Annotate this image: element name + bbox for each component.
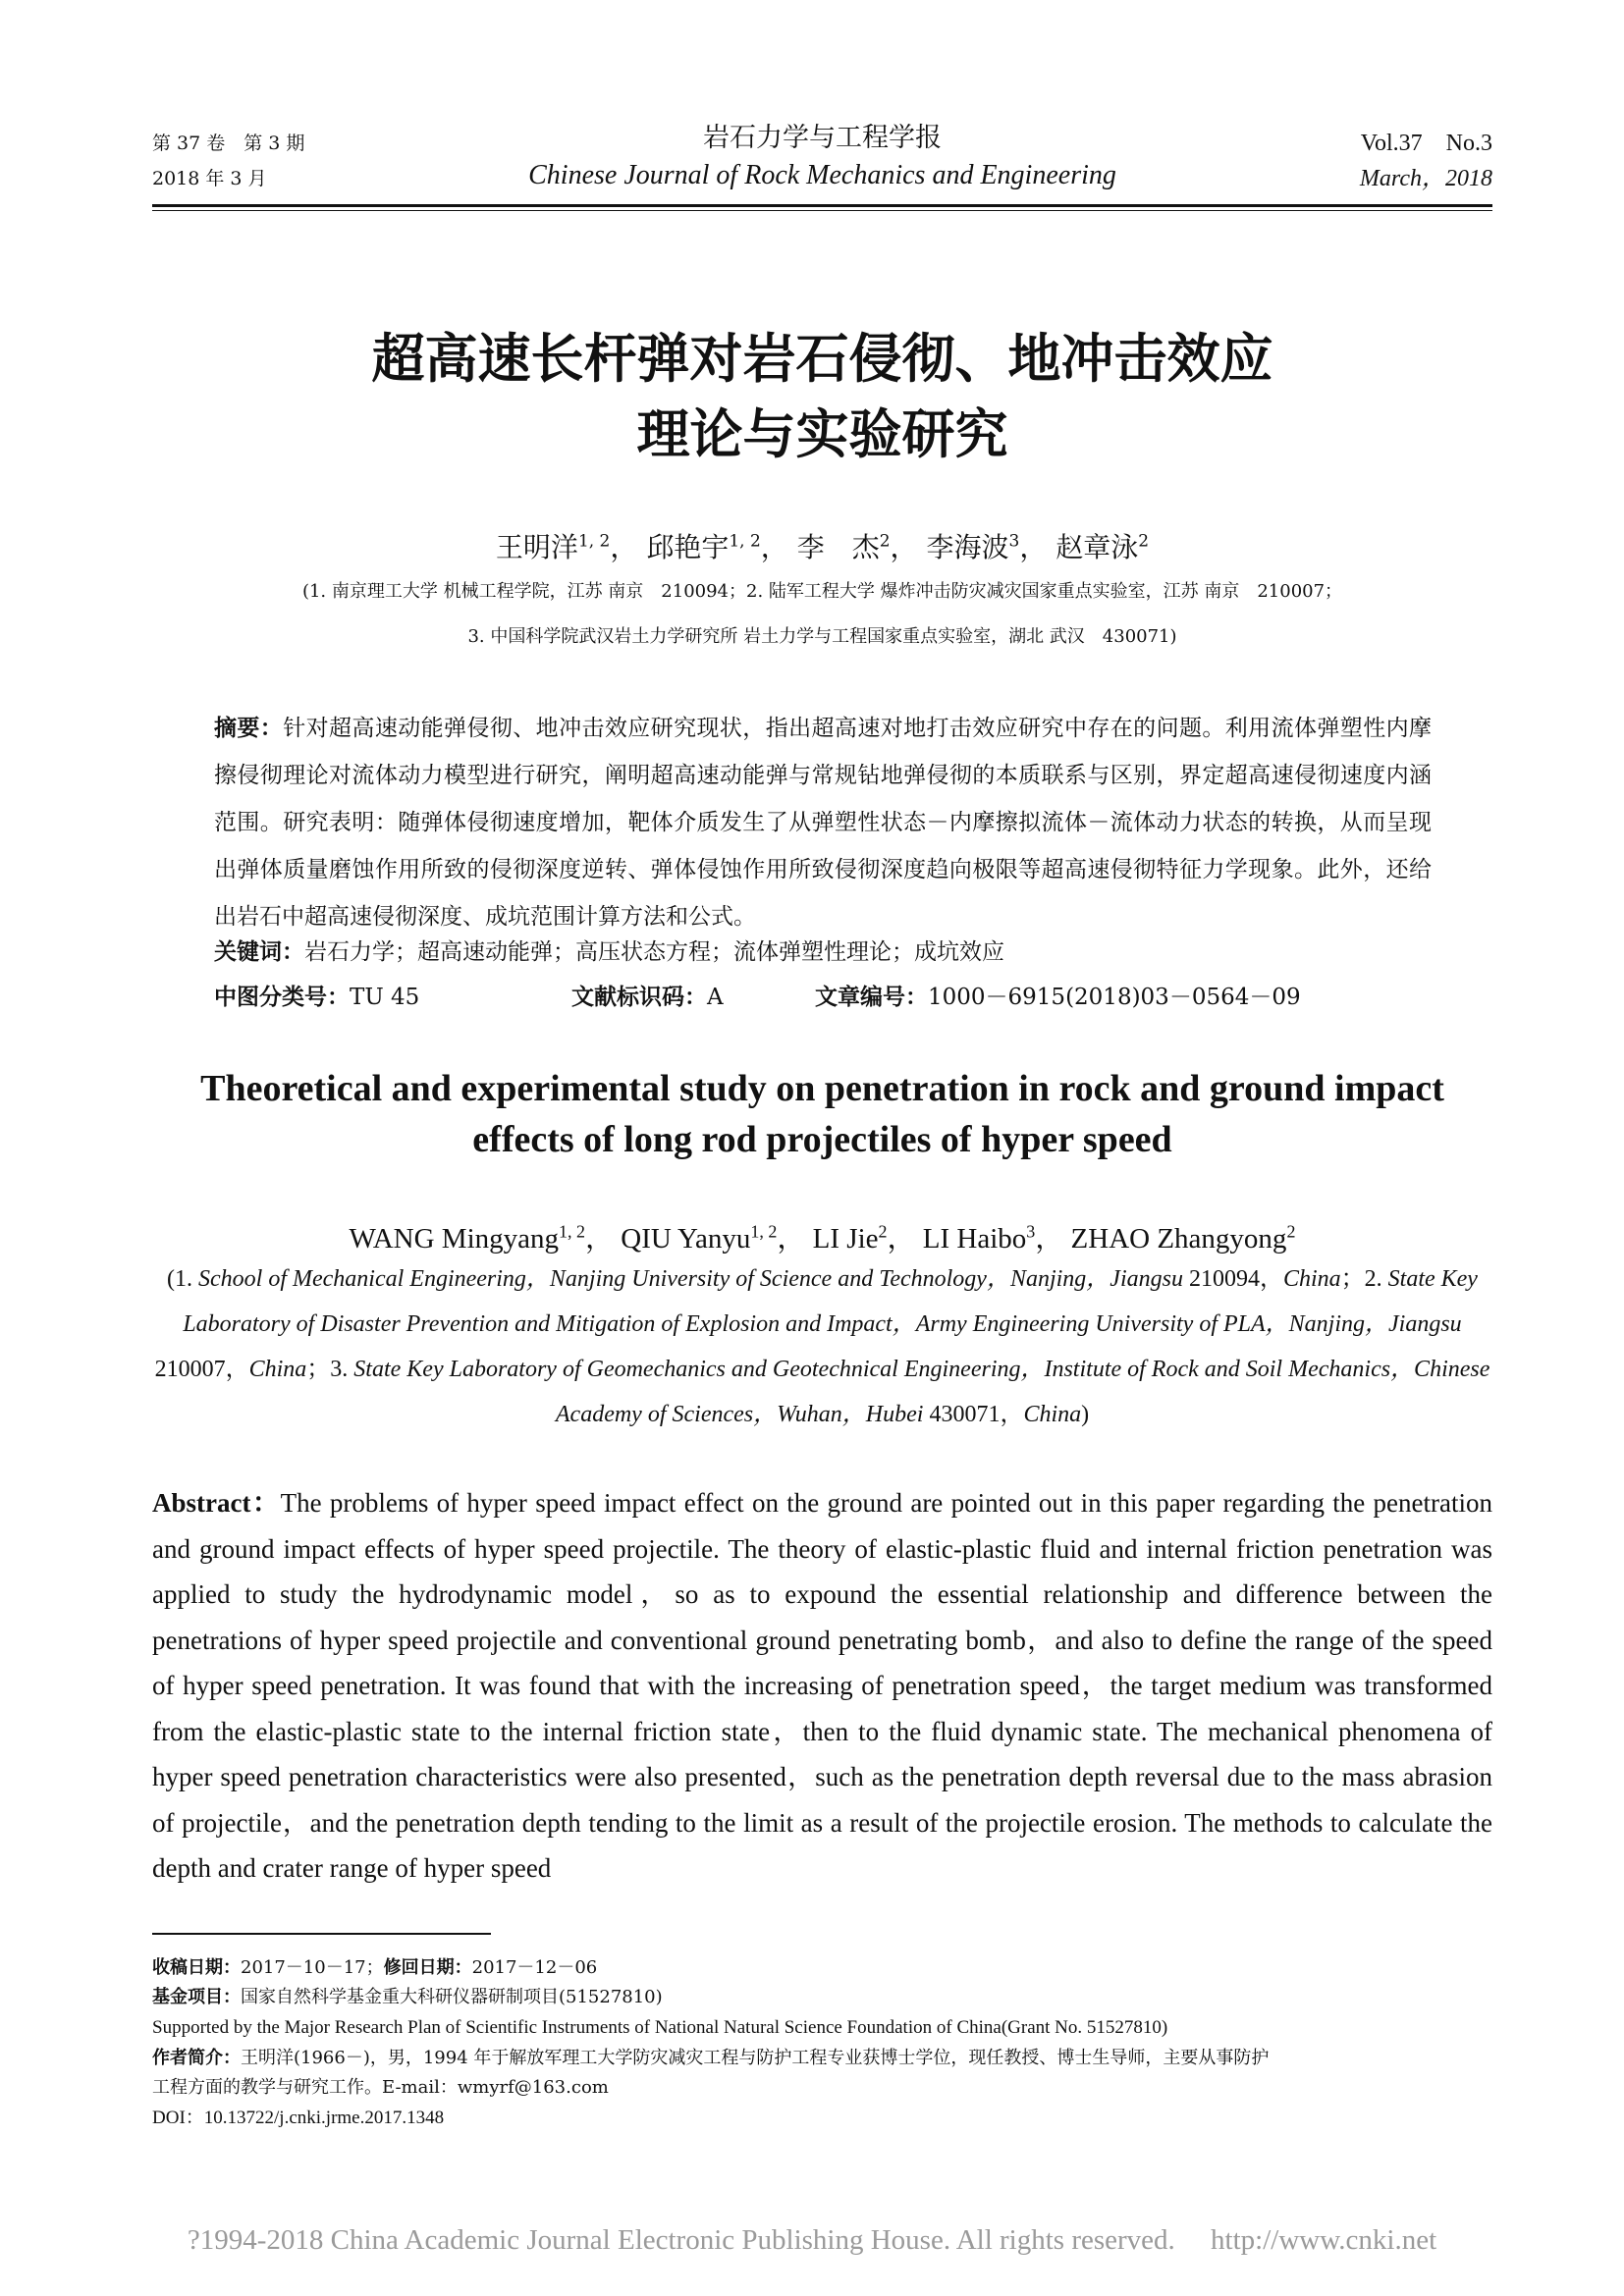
abstract-en-label: Abstract： [152, 1488, 281, 1518]
title-en-line1: Theoretical and experimental study on penetration in rock and ground impact [200, 1068, 1444, 1109]
abstract-cn [214, 705, 1432, 940]
vol-issue-en: Vol.37 No.3 [1360, 131, 1492, 156]
footnote-doi: DOI：10.13722/j.cnki.jrme.2017.1348 [152, 2108, 445, 2128]
footnote-bio-cont: 工程方面的教学与研究工作。E-mail：wmyrf@163.com [152, 2077, 609, 2098]
keywords-cn-text: 岩石力学；超高速动能弹；高压状态方程；流体弹塑性理论；成坑效应 [304, 939, 1004, 965]
footnote-fund-en: Supported by the Major Research Plan of Scientific Instruments of National Natural Science Foundation of China(Grant No. 51527810) [152, 2017, 1168, 2038]
article-number: 文章编号：1000－6915(2018)03－0564－09 [815, 985, 1301, 1010]
abstract-cn-text: 针对超高速动能弹侵彻、地冲击效应研究现状，指出超高速对地打击效应研究中存在的问题。利用流体弹塑性内摩擦侵彻理论对流体动力模型进行研究，阐明超高速动能弹与常规钻地弹侵彻的本质联系与区别，界定超高速侵彻速度内涵范围。研究表明：随弹体侵彻速度增加，靶体介质发生了从弹塑性状态－内摩擦拟流体－流体动力状态的转换，从而呈现出弹体质量磨蚀作用所致的侵彻深度逆转、弹体侵蚀作用所致侵彻深度趋向极限等超高速侵彻特征力学现象。此外，还给出岩石中超高速侵彻深度、成坑范围计算方法和公式。 [214, 716, 1433, 930]
author-cn: 李海波$^3$， [926, 531, 1048, 564]
author-cn: 赵章泳$^2$ [1056, 531, 1150, 564]
abstract-cn-label: 摘要： [214, 716, 284, 741]
vol-issue-cn: 第 37 卷 第 3 期 [152, 133, 305, 154]
affiliations-cn-line2: 3. 中国科学院武汉岩土力学研究所 岩土力学与工程国家重点实验室，湖北 武汉 430071) [467, 626, 1177, 647]
author-cn: 李 杰$^2$， [796, 531, 918, 564]
author-cn: 王明洋$^{1, 2}$， [495, 531, 638, 564]
footnote-dates: 收稿日期：2017－10－17；修回日期：2017－12－06 [152, 1957, 598, 1978]
footnote-fund: 基金项目：国家自然科学基金重大科研仪器研制项目(51527810) [152, 1987, 663, 2007]
author-en: ZHAO Zhangyong$^2$ [1070, 1221, 1296, 1255]
header-rule-thick [152, 204, 1492, 207]
copyright-watermark: ?1994-2018 China Academic Journal Electronic Publishing House. All rights reserved. http://www.cnki.net [187, 2224, 1437, 2256]
author-cn: 邱艳宇$^{1, 2}$， [646, 531, 788, 564]
journal-name-cn: 岩石力学与工程学报 [703, 123, 942, 153]
author-en: LI Jie$^2$， [812, 1221, 916, 1255]
authors-cn [152, 522, 1492, 567]
title-cn-line1: 超高速长杆弹对岩石侵彻、地冲击效应 [371, 328, 1273, 390]
date-cn: 2018 年 3 月 [152, 168, 267, 189]
header-right [1360, 126, 1492, 196]
keywords-cn-label: 关键词： [214, 939, 304, 965]
footnote-rule [152, 1933, 491, 1935]
author-en: WANG Mingyang$^{1, 2}$， [349, 1221, 615, 1255]
header-rule-thin [152, 210, 1492, 211]
affiliations-cn-line1: (1. 南京理工大学 机械工程学院，江苏 南京 210094；2. 陆军工程大学 爆炸冲击防灾减灾国家重点实验室，江苏 南京 210007； [301, 581, 1343, 602]
header-center [152, 120, 1492, 194]
date-en: March，2018 [1359, 166, 1492, 191]
author-en: QIU Yanyu$^{1, 2}$， [621, 1221, 806, 1255]
footnote-bio: 作者简介：王明洋(1966－)，男，1994 年于解放军理工大学防灾减灾工程与防护工程专业获博士学位，现任教授、博士生导师，主要从事防护 [152, 2048, 1270, 2068]
affiliations-en: (1. School of Mechanical Engineering，Nanjing University of Science and Technology，Nanjing，Jiangsu 210094，China；2. State Key Laboratory of Disaster Prevention and Mitigation of Explosion and Impact，Army Engineering University of PLA，Nanjing，Jiangsu 210007，China；3. State Key Laboratory of Geomechanics and Geotechnical Engineering，Institute of Rock and Soil Mechanics，Chinese Academy of Sciences，Wuhan，Hubei 430071，China) [154, 1266, 1490, 1427]
journal-name-en: Chinese Journal of Rock Mechanics and Engineering [528, 160, 1116, 190]
abstract-en [152, 1480, 1492, 1892]
abstract-en-text: The problems of hyper speed impact effect on the ground are pointed out in this paper regarding the penetration and ground impact effects of hyper speed projectile. The theory of elastic-plastic fluid and internal friction penetration was applied to study the hydrodynamic model，so as to expound the essential relationship and difference between the penetrations of hyper speed projectile and conventional ground penetrating bomb，and also to define the range of the speed of hyper speed penetration. It was found that with the increasing of penetration speed，the target medium was transformed from the elastic-plastic state to the internal friction state，then to the fluid dynamic state. The mechanical phenomena of hyper speed penetration characteristics were also presented，such as the penetration depth reversal due to the mass abrasion of projectile，and the penetration depth tending to the limit as a result of the projectile erosion. The methods to calculate the depth and crater range of hyper speed [152, 1488, 1492, 1883]
clc-number: 中图分类号：TU 45 [214, 985, 420, 1010]
keywords-cn [214, 933, 1432, 972]
authors-en [152, 1210, 1492, 1259]
document-code: 文献标识码：A [571, 985, 724, 1010]
journal-header [152, 123, 1492, 204]
author-en: LI Haibo$^3$， [922, 1221, 1064, 1255]
title-en-line2: effects of long rod projectiles of hyper speed [472, 1119, 1172, 1160]
title-cn-line2: 理论与实验研究 [636, 403, 1008, 465]
